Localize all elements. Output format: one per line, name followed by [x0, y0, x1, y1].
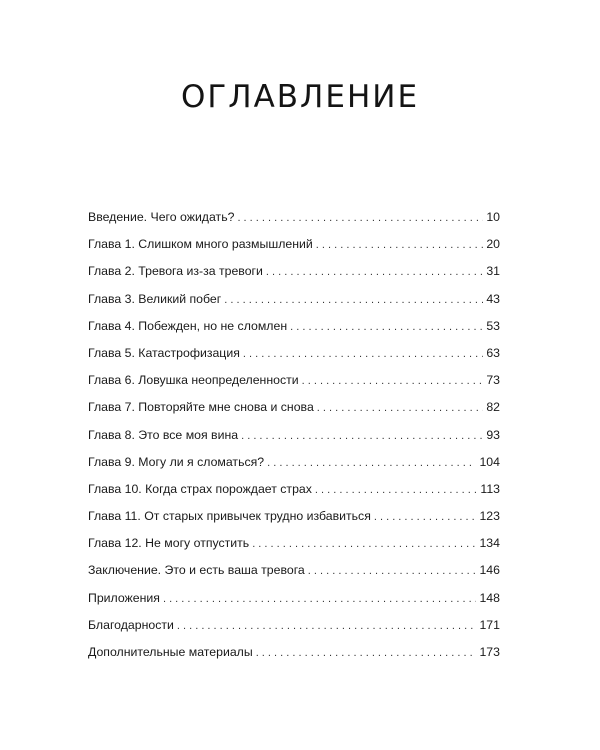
toc-entry[interactable] — [88, 536, 500, 563]
toc-entry-label: Заключение. Это и есть ваша тревога — [88, 563, 305, 578]
toc-entry-label: Глава 12. Не могу отпустить — [88, 536, 250, 551]
dot-leader — [316, 239, 484, 251]
toc-entry[interactable] — [88, 319, 500, 346]
toc-entry-label: Глава 9. Могу ли я сломаться? — [88, 454, 265, 469]
toc-entry[interactable] — [88, 509, 500, 536]
toc-entry-page-number: 31 — [486, 264, 500, 279]
toc-entry-label: Глава 10. Когда страх порождает страх — [88, 481, 312, 496]
toc-entry[interactable] — [88, 346, 500, 373]
dot-leader — [302, 375, 484, 387]
toc-entry-page-number: 146 — [479, 563, 500, 578]
toc-entry[interactable] — [88, 591, 500, 618]
toc-entry-label: Глава 11. От старых привычек трудно избавиться — [88, 509, 371, 524]
toc-entry[interactable] — [88, 618, 500, 645]
toc-entry[interactable] — [88, 645, 500, 672]
toc-entry[interactable] — [88, 210, 500, 237]
toc-entry-page-number: 82 — [486, 400, 500, 415]
toc-entry-page-number: 63 — [486, 345, 500, 360]
dot-leader — [267, 457, 476, 469]
toc-entry[interactable] — [88, 563, 500, 590]
toc-entry-label: Глава 8. Это все моя вина — [88, 427, 239, 442]
toc-entry-page-number: 173 — [479, 645, 500, 659]
page-title: ОГЛАВЛЕНИЕ — [180, 78, 420, 115]
toc-entry-label: Глава 3. Великий побег — [88, 291, 222, 306]
toc-entry-label: Глава 2. Тревога из-за тревоги — [88, 264, 263, 279]
dot-leader — [243, 348, 483, 360]
toc-entry-label: Глава 5. Катастрофизация — [88, 345, 240, 360]
toc-entry-label: Дополнительные материалы — [88, 645, 253, 659]
dot-leader — [374, 511, 477, 523]
dot-leader — [266, 266, 483, 278]
toc-entry-page-number: 43 — [486, 291, 500, 306]
table-of-contents — [88, 210, 500, 672]
toc-entry[interactable] — [88, 292, 500, 319]
dot-leader — [241, 430, 483, 442]
toc-entry[interactable] — [88, 428, 500, 455]
dot-leader — [177, 620, 477, 632]
toc-entry-label: Введение. Чего ожидать? — [88, 210, 235, 224]
dot-leader — [290, 321, 483, 333]
toc-entry-page-number: 73 — [486, 373, 500, 388]
toc-entry-label: Глава 7. Повторяйте мне снова и снова — [88, 400, 314, 415]
toc-entry-page-number: 104 — [479, 454, 500, 469]
toc-entry-page-number: 20 — [486, 237, 500, 252]
dot-leader — [317, 402, 484, 414]
toc-entry[interactable] — [88, 264, 500, 291]
toc-entry-page-number: 10 — [486, 210, 500, 224]
dot-leader — [308, 565, 477, 577]
toc-entry-page-number: 171 — [479, 617, 500, 632]
toc-entry-label: Глава 6. Ловушка неопределенности — [88, 373, 299, 388]
toc-entry-page-number: 113 — [480, 481, 500, 496]
dot-leader — [252, 538, 476, 550]
toc-entry[interactable] — [88, 373, 500, 400]
toc-entry[interactable] — [88, 482, 500, 509]
toc-entry[interactable] — [88, 237, 500, 264]
toc-entry-label: Приложения — [88, 590, 160, 605]
toc-entry-page-number: 134 — [479, 536, 500, 551]
toc-entry[interactable] — [88, 455, 500, 482]
toc-entry-label: Глава 4. Побежден, но не сломлен — [88, 318, 288, 333]
dot-leader — [237, 212, 483, 224]
dot-leader — [315, 484, 477, 496]
toc-entry[interactable] — [88, 400, 500, 427]
dot-leader — [163, 593, 477, 605]
dot-leader — [224, 294, 483, 306]
toc-entry-page-number: 53 — [486, 318, 500, 333]
toc-entry-page-number: 93 — [486, 427, 500, 442]
toc-entry-page-number: 148 — [479, 590, 500, 605]
toc-entry-page-number: 123 — [479, 509, 500, 524]
dot-leader — [256, 647, 477, 659]
toc-entry-label: Благодарности — [88, 617, 174, 632]
toc-entry-label: Глава 1. Слишком много размышлений — [88, 237, 313, 252]
